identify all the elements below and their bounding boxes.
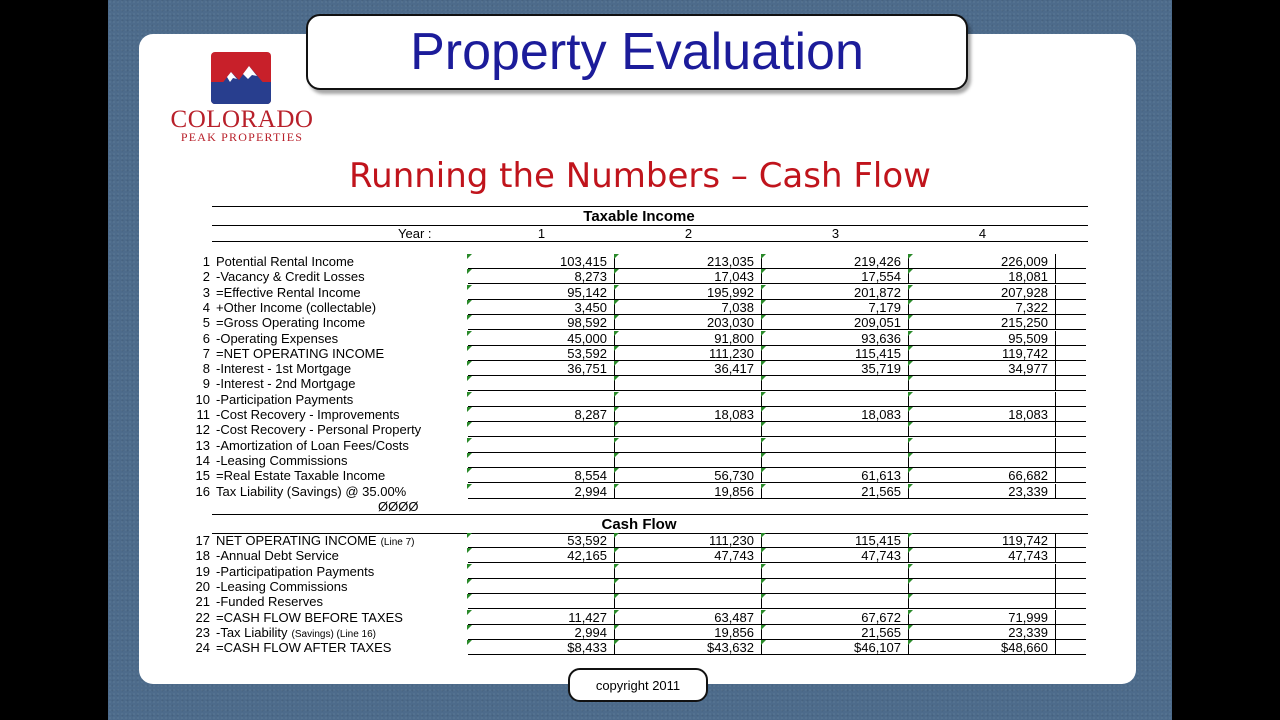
table-cell-year-4: 23,339: [909, 484, 1056, 499]
table-end-cell: [1056, 625, 1086, 640]
year-2-header: 2: [684, 226, 693, 241]
row-number: 7: [202, 345, 210, 361]
row-label-text: -Interest - 1st Mortgage: [216, 361, 352, 377]
table-cell-year-4: 71,999: [909, 610, 1056, 625]
row-label: [188, 346, 384, 361]
mountain-logo-icon: [211, 52, 271, 104]
table-cell-year-4: 215,250: [909, 315, 1056, 330]
table-end-cell: [1056, 564, 1086, 579]
table-end-cell: [1056, 300, 1086, 315]
logo-subtitle: PEAK PROPERTIES: [180, 130, 304, 144]
table-cell-year-3: 47,743: [762, 548, 909, 563]
table-end-cell: [1056, 468, 1086, 483]
row-label: [188, 269, 365, 284]
row-number: 20: [195, 578, 210, 594]
table-cell-year-1: 8,273: [468, 269, 615, 284]
table-cell-year-3: 201,872: [762, 285, 909, 300]
row-label-text: -Cost Recovery - Personal Property: [216, 422, 422, 438]
row-label: [188, 468, 385, 483]
row-label: [188, 453, 348, 468]
table-cell-year-4: 7,322: [909, 300, 1056, 315]
table-cell-year-4: 119,742: [909, 533, 1056, 548]
table-cell-year-1: 45,000: [468, 331, 615, 346]
row-note: (Savings) (Line 16): [291, 628, 377, 640]
table-cell-year-1: [468, 438, 615, 453]
table-end-cell: [1056, 548, 1086, 563]
table-cell-year-4: 47,743: [909, 548, 1056, 563]
row-number: 13: [195, 437, 210, 453]
row-label: [188, 484, 406, 499]
row-label-text: =CASH FLOW BEFORE TAXES: [216, 609, 403, 625]
row-number: 17: [195, 533, 210, 548]
table-cell-year-1: [468, 579, 615, 594]
table-cell-year-1: [468, 376, 615, 391]
table-cell-year-2: 203,030: [615, 315, 762, 330]
table-cell-year-1: 2,994: [468, 625, 615, 640]
table-cell-year-2: [615, 453, 762, 468]
table-cell-year-4: 66,682: [909, 468, 1056, 483]
table-cell-year-2: 56,730: [615, 468, 762, 483]
table-cell-year-1: [468, 422, 615, 437]
cash-flow-table: [188, 206, 1090, 666]
row-label: [188, 594, 323, 609]
table-cell-year-2: [615, 579, 762, 594]
row-number: 6: [202, 330, 210, 346]
table-cell-year-4: [909, 376, 1056, 391]
table-rule: [212, 241, 1088, 242]
zero-marker: ØØØØ: [378, 499, 419, 514]
row-label: [188, 438, 409, 453]
table-cell-year-3: 61,613: [762, 468, 909, 483]
table-cell-year-4: [909, 579, 1056, 594]
copyright-text: copyright 2011: [595, 677, 681, 693]
row-label-text: -Annual Debt Service: [216, 548, 339, 564]
table-cell-year-2: 195,992: [615, 285, 762, 300]
row-label: [188, 392, 353, 407]
row-label-text: -Operating Expenses: [216, 330, 339, 346]
row-number: 21: [195, 594, 210, 610]
row-number: 5: [202, 315, 210, 331]
table-cell-year-1: 36,751: [468, 361, 615, 376]
row-number: 18: [195, 548, 210, 564]
table-cell-year-3: 17,554: [762, 269, 909, 284]
row-label: [188, 361, 351, 376]
row-label: [188, 610, 403, 625]
row-label-text: -Cost Recovery - Improvements: [216, 407, 400, 422]
table-cell-year-2: [615, 438, 762, 453]
table-end-cell: [1056, 640, 1086, 655]
table-cell-year-1: 11,427: [468, 610, 615, 625]
table-end-cell: [1056, 610, 1086, 625]
table-end-cell: [1056, 376, 1086, 391]
table-cell-year-4: [909, 438, 1056, 453]
table-cell-year-2: [615, 392, 762, 407]
copyright-box: [568, 668, 708, 702]
table-cell-year-3: 115,415: [762, 346, 909, 361]
table-cell-year-3: 21,565: [762, 625, 909, 640]
table-cell-year-2: 19,856: [615, 625, 762, 640]
table-cell-year-2: [615, 564, 762, 579]
table-cell-year-2: 36,417: [615, 361, 762, 376]
table-cell-year-3: 35,719: [762, 361, 909, 376]
table-cell-year-1: 53,592: [468, 533, 615, 548]
row-label: [188, 407, 400, 422]
table-cell-year-3: 115,415: [762, 533, 909, 548]
table-cell-year-3: [762, 422, 909, 437]
title-box: [306, 14, 968, 90]
year-4-header: 4: [978, 226, 987, 241]
table-cell-year-3: [762, 579, 909, 594]
row-label: [188, 254, 354, 269]
slide-subtitle: Running the Numbers – Cash Flow: [349, 156, 931, 196]
table-cell-year-3: 7,179: [762, 300, 909, 315]
row-number: 22: [195, 609, 210, 625]
row-label: [188, 422, 421, 437]
table-end-cell: [1056, 346, 1086, 361]
row-label: [188, 376, 355, 391]
table-cell-year-2: 18,083: [615, 407, 762, 422]
row-label: [188, 564, 374, 579]
row-label-text: =CASH FLOW AFTER TAXES: [216, 640, 392, 656]
table-end-cell: [1056, 579, 1086, 594]
table-end-cell: [1056, 484, 1086, 499]
row-note: (Line 7): [380, 537, 415, 548]
table-end-cell: [1056, 285, 1086, 300]
row-number: 19: [195, 563, 210, 579]
row-number: 15: [195, 468, 210, 484]
table-cell-year-4: 95,509: [909, 331, 1056, 346]
table-cell-year-1: 103,415: [468, 254, 615, 269]
table-cell-year-1: 8,287: [468, 407, 615, 422]
table-cell-year-3: 219,426: [762, 254, 909, 269]
table-cell-year-2: 19,856: [615, 484, 762, 499]
row-label-text: =NET OPERATING INCOME: [216, 345, 385, 361]
table-cell-year-1: [468, 453, 615, 468]
row-label: [188, 533, 415, 548]
row-label: [188, 300, 376, 315]
table-cell-year-4: 34,977: [909, 361, 1056, 376]
table-cell-year-4: [909, 392, 1056, 407]
table-rule: [212, 514, 1088, 515]
row-number: 14: [195, 452, 210, 468]
row-number: 4: [202, 299, 210, 315]
table-cell-year-3: [762, 438, 909, 453]
row-label: [188, 315, 365, 330]
year-3-header: 3: [831, 226, 840, 241]
table-cell-year-4: [909, 564, 1056, 579]
table-cell-year-1: [468, 564, 615, 579]
table-cell-year-2: 111,230: [615, 346, 762, 361]
table-top-rule: [212, 206, 1088, 207]
table-cell-year-2: 47,743: [615, 548, 762, 563]
table-cell-year-1: 42,165: [468, 548, 615, 563]
row-number: 2: [202, 269, 210, 285]
table-cell-year-4: [909, 453, 1056, 468]
table-cell-year-4: 226,009: [909, 254, 1056, 269]
table-end-cell: [1056, 392, 1086, 407]
table-cell-year-1: $8,433: [468, 640, 615, 655]
table-cell-year-2: [615, 376, 762, 391]
table-end-cell: [1056, 269, 1086, 284]
row-number: 24: [195, 640, 210, 656]
table-end-cell: [1056, 315, 1086, 330]
table-cell-year-4: 18,083: [909, 407, 1056, 422]
table-cell-year-2: [615, 594, 762, 609]
logo-name: COLORADO: [170, 106, 314, 133]
table-end-cell: [1056, 407, 1086, 422]
row-label-text: -Leasing Commissions: [216, 578, 348, 594]
table-end-cell: [1056, 438, 1086, 453]
table-end-cell: [1056, 254, 1086, 269]
row-number: 9: [202, 376, 210, 392]
row-label-text: =Real Estate Taxable Income: [216, 468, 386, 484]
row-label-text: -Tax Liability: [216, 624, 288, 640]
table-cell-year-3: $46,107: [762, 640, 909, 655]
row-number: 8: [202, 361, 210, 377]
table-cell-year-1: [468, 594, 615, 609]
table-cell-year-2: 63,487: [615, 610, 762, 625]
row-label: [188, 331, 338, 346]
table-cell-year-3: [762, 453, 909, 468]
table-cell-year-3: [762, 594, 909, 609]
table-cell-year-1: 3,450: [468, 300, 615, 315]
taxable-income-title: Taxable Income: [583, 208, 695, 225]
table-cell-year-3: [762, 564, 909, 579]
table-cell-year-3: 67,672: [762, 610, 909, 625]
table-end-cell: [1056, 453, 1086, 468]
row-label-text: =Gross Operating Income: [216, 315, 366, 331]
row-label-text: -Amortization of Loan Fees/Costs: [216, 437, 409, 453]
table-cell-year-1: 98,592: [468, 315, 615, 330]
row-label: [188, 285, 361, 300]
table-cell-year-2: 17,043: [615, 269, 762, 284]
table-end-cell: [1056, 331, 1086, 346]
table-end-cell: [1056, 361, 1086, 376]
row-label-text: -Interest - 2nd Mortgage: [216, 376, 356, 392]
row-number: 12: [195, 422, 210, 438]
table-cell-year-3: [762, 392, 909, 407]
table-cell-year-2: 91,800: [615, 331, 762, 346]
table-cell-year-2: [615, 422, 762, 437]
year-label: Year :: [398, 226, 432, 241]
table-end-cell: [1056, 594, 1086, 609]
table-end-cell: [1056, 533, 1086, 548]
row-number: 10: [195, 391, 210, 407]
row-label-text: -Participation Payments: [216, 391, 354, 407]
table-cell-year-4: 23,339: [909, 625, 1056, 640]
table-cell-year-1: 8,554: [468, 468, 615, 483]
row-label-text: -Funded Reserves: [216, 594, 323, 610]
table-end-cell: [1056, 422, 1086, 437]
row-number: 11: [196, 407, 210, 422]
table-cell-year-3: 93,636: [762, 331, 909, 346]
table-cell-year-4: 18,081: [909, 269, 1056, 284]
row-label-text: -Vacancy & Credit Losses: [216, 269, 365, 285]
row-label-text: Potential Rental Income: [216, 254, 355, 269]
row-label: [188, 625, 376, 640]
row-label: [188, 579, 348, 594]
row-label-text: -Participatipation Payments: [216, 563, 375, 579]
table-cell-year-4: $48,660: [909, 640, 1056, 655]
table-cell-year-4: 207,928: [909, 285, 1056, 300]
table-cell-year-4: [909, 422, 1056, 437]
table-cell-year-3: 18,083: [762, 407, 909, 422]
table-cell-year-2: 7,038: [615, 300, 762, 315]
row-label: [188, 640, 391, 655]
table-cell-year-3: 209,051: [762, 315, 909, 330]
row-label-text: -Leasing Commissions: [216, 452, 348, 468]
row-number: 23: [195, 624, 210, 640]
table-cell-year-1: 95,142: [468, 285, 615, 300]
table-cell-year-4: 119,742: [909, 346, 1056, 361]
table-cell-year-1: [468, 392, 615, 407]
cash-flow-title: Cash Flow: [601, 516, 677, 533]
row-label-text: =Effective Rental Income: [216, 284, 361, 300]
row-label: [188, 548, 339, 563]
table-cell-year-1: 53,592: [468, 346, 615, 361]
page-title: Property Evaluation: [410, 23, 864, 81]
table-cell-year-1: 2,994: [468, 484, 615, 499]
row-number: 1: [202, 254, 210, 269]
row-number: 16: [195, 483, 210, 499]
table-cell-year-3: [762, 376, 909, 391]
table-cell-year-2: 213,035: [615, 254, 762, 269]
row-label-text: Tax Liability (Savings) @ 35.00%: [216, 483, 407, 499]
table-cell-year-3: 21,565: [762, 484, 909, 499]
row-label-text: NET OPERATING INCOME: [216, 533, 377, 548]
year-1-header: 1: [537, 226, 546, 241]
table-cell-year-2: $43,632: [615, 640, 762, 655]
row-label-text: +Other Income (collectable): [216, 299, 377, 315]
table-cell-year-2: 111,230: [615, 533, 762, 548]
row-number: 3: [202, 284, 210, 300]
table-cell-year-4: [909, 594, 1056, 609]
